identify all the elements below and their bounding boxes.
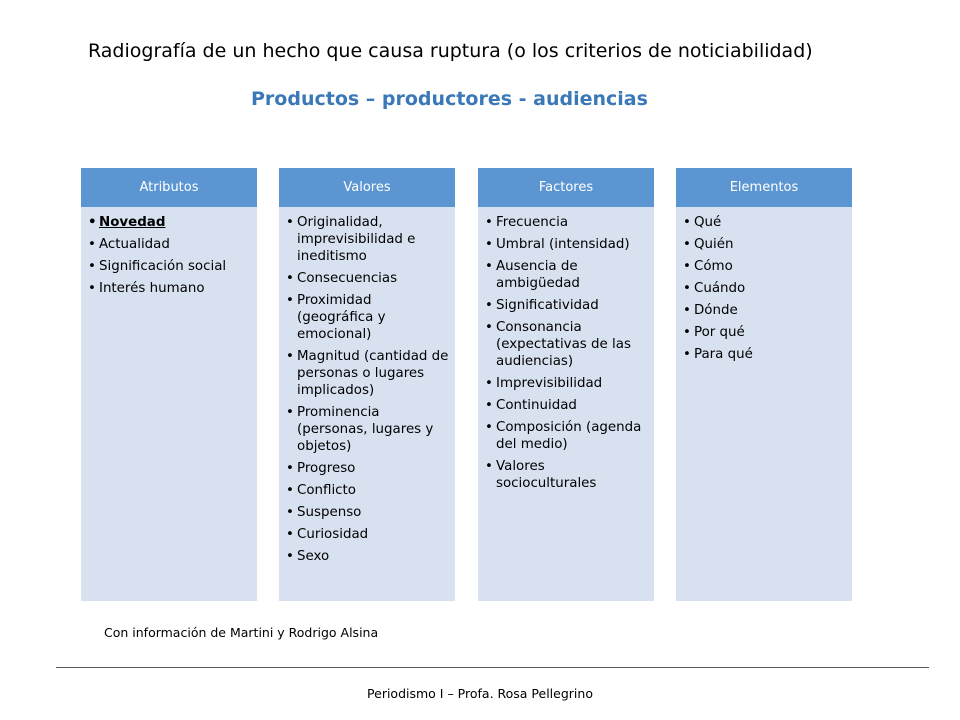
column-atributos [81,168,257,601]
list-item: • Consecuencias [297,270,449,287]
list-item: • Proximidad (geográfica y emocional) [297,292,449,343]
list-item: • Interés humano [99,280,251,297]
column-header: Atributos [81,168,257,207]
column-valores [279,168,455,601]
source-credit: Con información de Martini y Rodrigo Alsina [104,625,379,640]
list-item: • Quién [694,236,846,253]
column-header: Valores [279,168,455,207]
list-item: • Consonancia (expectativas de las audiencias) [496,319,648,370]
list-item: • Suspenso [297,504,449,521]
list-item: • Cómo [694,258,846,275]
column-list [279,207,455,565]
list-item: • Valores socioculturales [496,458,648,492]
list-item: • Prominencia (personas, lugares y objetos) [297,404,449,455]
column-header: Factores [478,168,654,207]
list-item: • Actualidad [99,236,251,253]
list-item: • Por qué [694,324,846,341]
list-item: • Qué [694,214,846,231]
list-item: • Significatividad [496,297,648,314]
list-item: • Magnitud (cantidad de personas o lugares implicados) [297,348,449,399]
list-item: • Dónde [694,302,846,319]
list-item: • Ausencia de ambigüedad [496,258,648,292]
list-item: • Novedad [99,214,251,231]
list-item: • Conflicto [297,482,449,499]
list-item: • Progreso [297,460,449,477]
list-item: • Cuándo [694,280,846,297]
column-list [676,207,852,363]
column-list [81,207,257,297]
list-item: • Composición (agenda del medio) [496,419,648,453]
footer-text: Periodismo I – Profa. Rosa Pellegrino [367,686,593,701]
column-factores [478,168,654,601]
column-elementos [676,168,852,601]
list-item: • Imprevisibilidad [496,375,648,392]
list-item: • Curiosidad [297,526,449,543]
list-item: • Significación social [99,258,251,275]
column-header: Elementos [676,168,852,207]
list-item: • Umbral (intensidad) [496,236,648,253]
list-item: • Sexo [297,548,449,565]
footer-divider [56,667,929,668]
list-item: • Originalidad, imprevisibilidad e ineditismo [297,214,449,265]
column-list [478,207,654,492]
slide-title: Radiografía de un hecho que causa ruptura (o los criterios de noticiabilidad) [88,40,813,62]
slide-subtitle: Productos – productores - audiencias [251,88,648,110]
list-item: • Para qué [694,346,846,363]
list-item: • Frecuencia [496,214,648,231]
list-item: • Continuidad [496,397,648,414]
